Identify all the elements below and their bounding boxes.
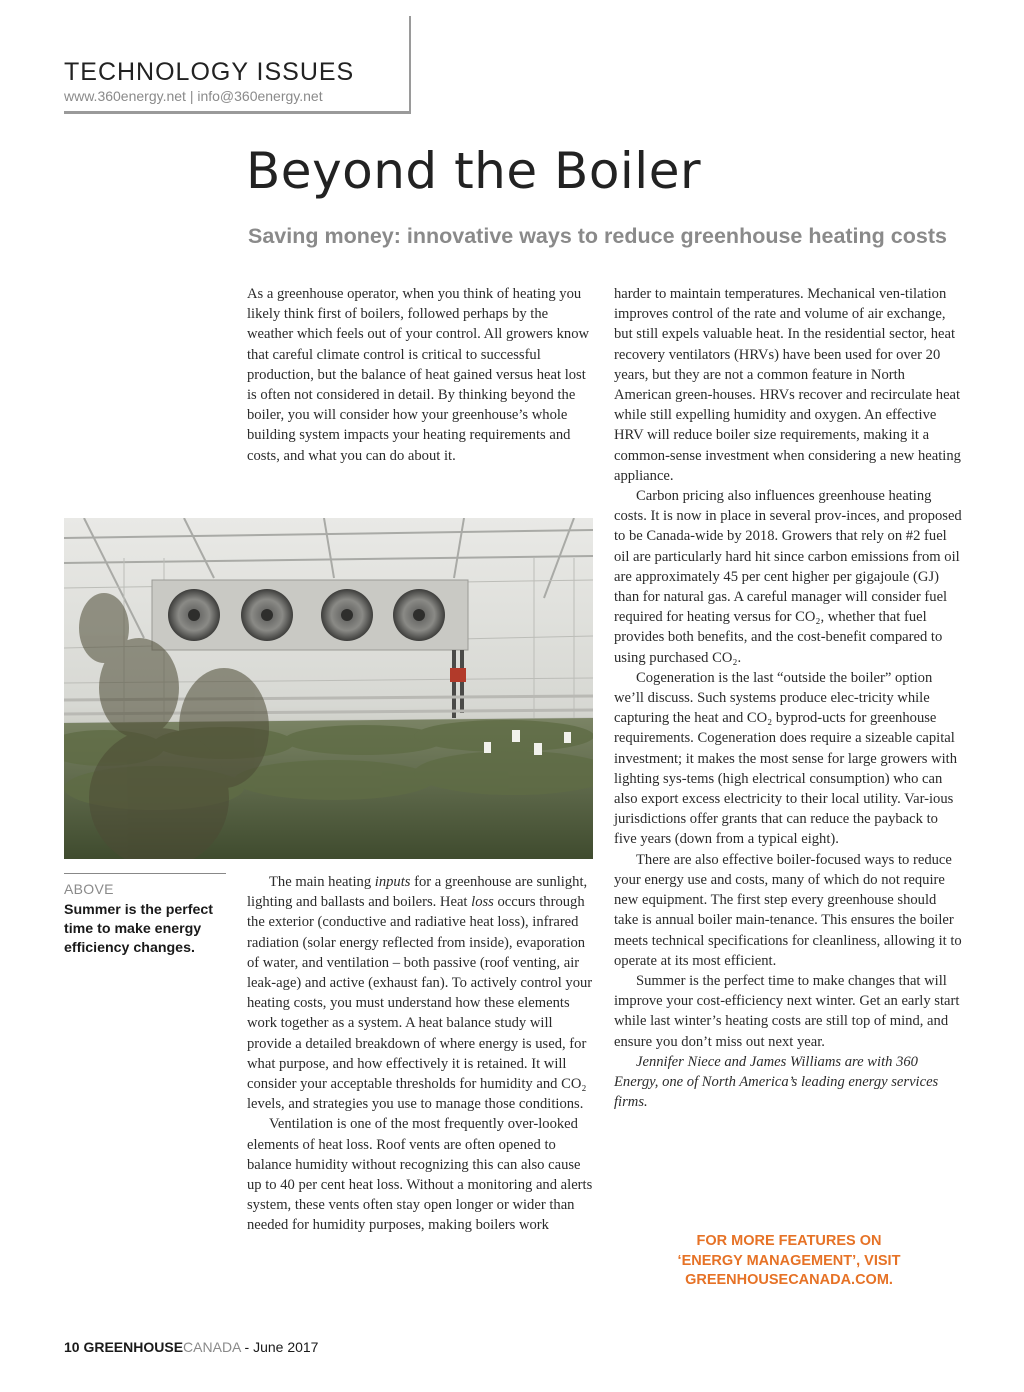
paragraph: harder to maintain temperatures. Mechanical ven-tilation improves control of the rate and volume of air exchange, but still expels valuable heat. In the residential sector, heat recovery ventilators (HRVs) have been used for over 20 years, but they are not a common feature in North American green-houses. HRVs recover and recirculate heat while still expelling humidity and oxygen. An effective HRV will reduce boiler size requirements, making it a common-sense investment when considering a new heating appliance. (614, 286, 961, 484)
paragraph: There are also effective boiler-focused ways to reduce your energy use and costs, many of which do not require new equipment. The first step every greenhouse should take is annual boiler main-tenance. This ensures the boiler meets technical specifications for cleanliness, allowing it to operate at its most efficient. (614, 851, 962, 969)
article-column-1-top (247, 284, 592, 466)
caption-divider (64, 873, 226, 874)
paragraph: Carbon pricing also influences greenhouse heating costs. It is now in place in several prov-inces, and proposed to be Canada-wide by 2018. Growers that rely on #2 fuel oil are particularly hard hit since carbon emissions from oil are approximately 45 per cent higher per gigajoule (GJ) than for natural gas. A careful manager will consider fuel required for heating versus for CO₂, whether that fuel provides both benefits, and the cost-benefit compared to using purchased CO₂. (614, 488, 962, 666)
promo-link[interactable]: GREENHOUSECANADA.COM. (685, 1272, 893, 1288)
promo-line: FOR MORE FEATURES ON (696, 1233, 882, 1249)
paragraph: As a greenhouse operator, when you think of heating you likely think first of boilers, followed perhaps by the weather which feels out of your control. All growers know that careful climate control is critical to successful production, but the balance of heat gained versus heat lost is often not considered in detail. By thinking beyond the boiler, you will consider how your greenhouse’s whole building system impacts your heating requirements and costs, and what you can do about it. (247, 286, 590, 464)
article-title: Beyond the Boiler (246, 142, 702, 200)
publication-name-light: CANADA (183, 1339, 241, 1355)
header-divider-vertical (409, 16, 411, 114)
header-divider-horizontal (64, 111, 411, 114)
page-number: 10 (64, 1339, 80, 1355)
section-title: TECHNOLOGY ISSUES (64, 58, 355, 86)
caption-label: ABOVE (64, 881, 114, 897)
greenhouse-photo (64, 518, 593, 859)
section-contact: www.360energy.net | info@360energy.net (64, 88, 323, 104)
issue-date: - June 2017 (244, 1339, 319, 1355)
page-footer (64, 1339, 318, 1355)
promo-callout (640, 1232, 938, 1291)
author-byline: Jennifer Niece and James Williams are with 360 Energy, one of North America’s leading energy services firms. (614, 1053, 939, 1111)
paragraph: The main heating inputs for a greenhouse are sunlight, lighting and ballasts and boilers. Heat loss occurs through the exterior (conductive and radiative heat loss), infrared radiation (solar energy reflected from inside), evaporation of water, and ventilation – both passive (roof venting, air leak-age) and active (exhaust fan). To actively control your heating costs, you must understand how these elements work together as a system. A heat balance study will provide a detailed breakdown of where energy is used, for what purpose, and how effectively it is retained. It will consider your acceptable thresholds for humidity and CO₂ levels, and strategies you use to manage those conditions. (247, 874, 593, 1113)
caption-text: Summer is the perfect time to make energy efficiency changes. (64, 902, 214, 956)
paragraph: Ventilation is one of the most frequently over-looked elements of heat loss. Roof vents are often opened to balance humidity without recognizing this can also cause up to 40 per cent heat loss. Without a monitoring and alerts system, these vents often stay open longer or wider than needed for humidity purposes, making boilers work (247, 1116, 593, 1234)
article-subtitle: Saving money: innovative ways to reduce greenhouse heating costs (248, 224, 947, 248)
paragraph: Cogeneration is the last “outside the boiler” option we’ll discuss. Such systems produce elec-tricity while capturing the heat and CO₂ byprod-ucts for greenhouse requirements. Cogeneration does require a sizeable capital investment; it makes the most sense for large growers with lighting sys-tems (high electrical consumption) who can also export excess electricity to their local utility. Var-ious jurisdictions offer grants that can reduce the payback to five years (down from a typical eight). (614, 669, 958, 848)
article-column-1-bottom (247, 872, 597, 1236)
paragraph: Summer is the perfect time to make changes that will improve your cost-efficiency next winter. Get an early start while last winter’s heating costs are still top of mind, and ensure you don’t miss out next year. (614, 972, 960, 1050)
publication-name: GREENHOUSE (83, 1339, 184, 1355)
article-column-2 (614, 284, 964, 1112)
promo-line: ‘ENERGY MANAGEMENT’, VISIT (677, 1252, 901, 1269)
